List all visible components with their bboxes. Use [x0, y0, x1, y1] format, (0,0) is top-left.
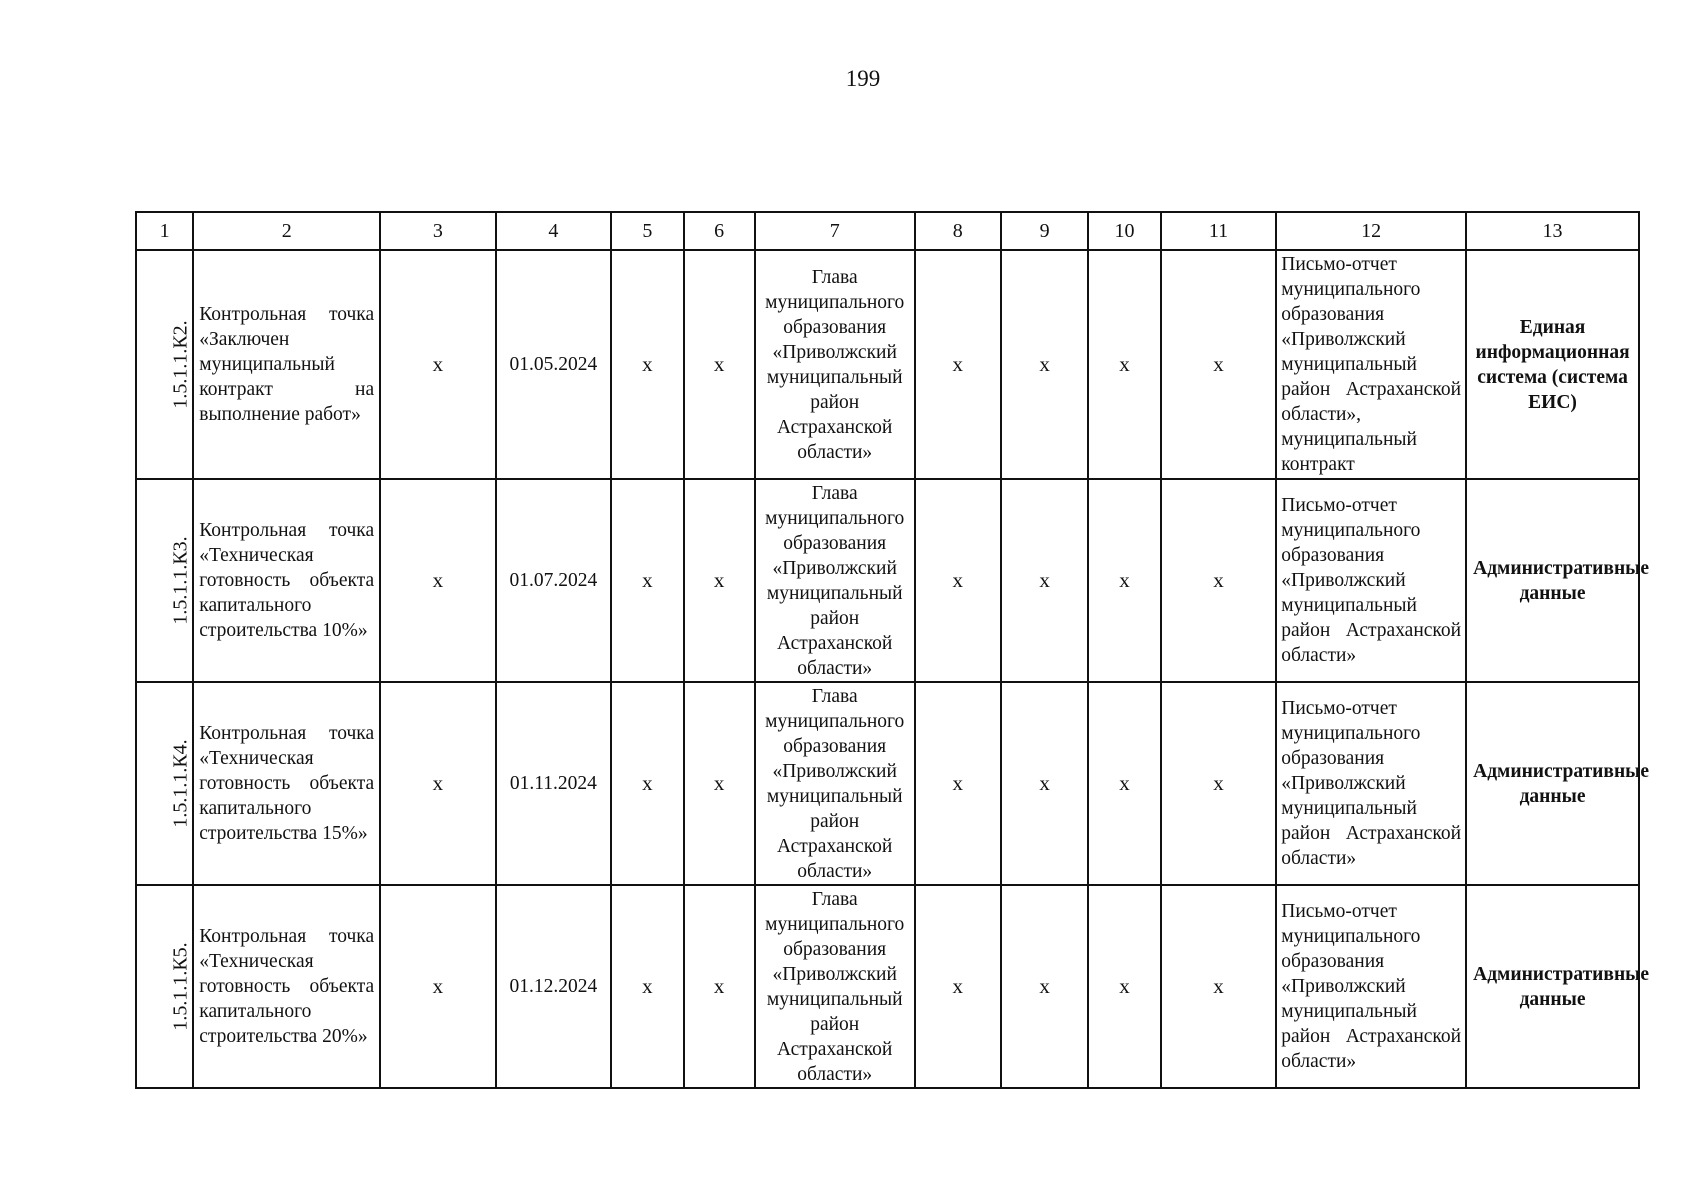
control-point-name: Контрольная точка «Заключен муниципальный контракт на выполнение работ» — [193, 250, 380, 479]
row-code: 1.5.1.1.К2. — [169, 320, 192, 409]
cell-col9: x — [1001, 885, 1088, 1088]
page-number: 199 — [845, 66, 881, 91]
cell-col3: x — [380, 682, 496, 885]
column-header: 3 — [380, 212, 496, 250]
row-code: 1.5.1.1.К4. — [169, 739, 192, 828]
information-source: Административные данные — [1466, 885, 1639, 1088]
cell-col9: x — [1001, 682, 1088, 885]
cell-col8: x — [915, 479, 1001, 682]
table-row — [136, 885, 1639, 1088]
information-source: Единая информационная система (система ЕИС) — [1466, 250, 1639, 479]
cell-col10: x — [1088, 250, 1160, 479]
cell-col11: x — [1161, 885, 1277, 1088]
deadline-date: 01.07.2024 — [496, 479, 612, 682]
confirming-document: Письмо-отчет муниципального образования «Приволжский муниципальный район Астраханской области» — [1276, 885, 1466, 1088]
responsible-person: Глава муниципального образования «Приволжский муниципальный район Астраханской области» — [755, 885, 915, 1088]
cell-col6: x — [684, 682, 755, 885]
table-row — [136, 250, 1639, 479]
responsible-person: Глава муниципального образования «Приволжский муниципальный район Астраханской области» — [755, 479, 915, 682]
cell-col5: x — [611, 885, 683, 1088]
cell-col10: x — [1088, 885, 1160, 1088]
cell-col11: x — [1161, 250, 1277, 479]
column-header: 11 — [1161, 212, 1277, 250]
cell-col6: x — [684, 479, 755, 682]
cell-col9: x — [1001, 479, 1088, 682]
cell-col8: x — [915, 250, 1001, 479]
row-code-cell — [136, 479, 193, 682]
confirming-document: Письмо-отчет муниципального образования «Приволжский муниципальный район Астраханской области» — [1276, 479, 1466, 682]
row-code: 1.5.1.1.К5. — [169, 942, 192, 1031]
column-header: 5 — [611, 212, 683, 250]
header-row — [136, 212, 1639, 250]
confirming-document: Письмо-отчет муниципального образования «Приволжский муниципальный район Астраханской области» — [1276, 682, 1466, 885]
column-header: 9 — [1001, 212, 1088, 250]
row-code-cell — [136, 250, 193, 479]
cell-col10: x — [1088, 479, 1160, 682]
column-header: 2 — [193, 212, 380, 250]
row-code-cell — [136, 885, 193, 1088]
row-code: 1.5.1.1.К3. — [169, 536, 192, 625]
column-header: 6 — [684, 212, 755, 250]
cell-col5: x — [611, 479, 683, 682]
column-header: 13 — [1466, 212, 1639, 250]
responsible-person: Глава муниципального образования «Приволжский муниципальный район Астраханской области» — [755, 250, 915, 479]
cell-col3: x — [380, 479, 496, 682]
responsible-person: Глава муниципального образования «Приволжский муниципальный район Астраханской области» — [755, 682, 915, 885]
column-header: 1 — [136, 212, 193, 250]
control-point-name: Контрольная точка «Техническая готовность объекта капитального строительства 15%» — [193, 682, 380, 885]
cell-col8: x — [915, 885, 1001, 1088]
table-row — [136, 682, 1639, 885]
cell-col5: x — [611, 682, 683, 885]
information-source: Административные данные — [1466, 682, 1639, 885]
cell-col8: x — [915, 682, 1001, 885]
row-code-cell — [136, 682, 193, 885]
deadline-date: 01.05.2024 — [496, 250, 612, 479]
cell-col11: x — [1161, 479, 1277, 682]
table-row — [136, 479, 1639, 682]
deadline-date: 01.12.2024 — [496, 885, 612, 1088]
cell-col11: x — [1161, 682, 1277, 885]
column-header: 12 — [1276, 212, 1466, 250]
deadline-date: 01.11.2024 — [496, 682, 612, 885]
control-points-table — [135, 211, 1650, 1089]
cell-col5: x — [611, 250, 683, 479]
column-header: 4 — [496, 212, 612, 250]
cell-col9: x — [1001, 250, 1088, 479]
cell-col3: x — [380, 250, 496, 479]
control-point-name: Контрольная точка «Техническая готовность объекта капитального строительства 10%» — [193, 479, 380, 682]
confirming-document: Письмо-отчет муниципального образования «Приволжский муниципальный район Астраханской области», муниципальный контракт — [1276, 250, 1466, 479]
cell-col6: x — [684, 885, 755, 1088]
cell-col3: x — [380, 885, 496, 1088]
cell-col6: x — [684, 250, 755, 479]
column-header: 10 — [1088, 212, 1160, 250]
information-source: Административные данные — [1466, 479, 1639, 682]
cell-col10: x — [1088, 682, 1160, 885]
control-point-name: Контрольная точка «Техническая готовность объекта капитального строительства 20%» — [193, 885, 380, 1088]
column-header: 7 — [755, 212, 915, 250]
column-header: 8 — [915, 212, 1001, 250]
